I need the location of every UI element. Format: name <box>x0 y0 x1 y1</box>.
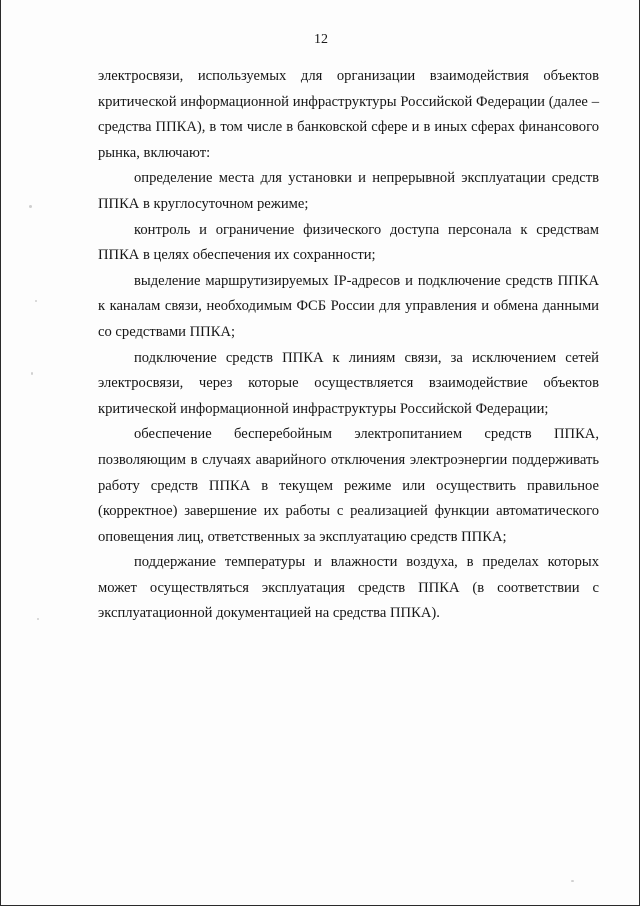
scan-artifact <box>29 205 32 208</box>
paragraph-access-control: контроль и ограничение физического доступа персонала к средствам ППКА в целях обеспечения их сохранности; <box>98 221 599 264</box>
document-body <box>98 64 599 627</box>
paragraph-intro-continuation: электросвязи, используемых для организации взаимодействия объектов критической информационной инфраструктуры Российской Федерации (далее – средства ППКА), в том числе в банковской сфере и в иных сферах финансового рынка, включают: <box>98 68 599 161</box>
paragraph-power-supply: обеспечение бесперебойным электропитанием средств ППКА, позволяющим в случаях аварийного отключения электроэнергии поддерживать работу средств ППКА в текущем режиме или осуществить правильное (корректное) завершение их работы с реализацией функции автоматического оповещения лиц, ответственных за эксплуатацию средств ППКА; <box>98 426 599 545</box>
paragraph-ip-addresses: выделение маршрутизируемых IP-адресов и подключение средств ППКА к каналам связи, необходимым ФСБ России для управления и обмена данными со средствами ППКА; <box>98 272 599 340</box>
scan-artifact <box>571 880 574 882</box>
page-number: 12 <box>314 32 328 47</box>
paragraph-communication-lines: подключение средств ППКА к линиям связи, за исключением сетей электросвязи, через которые осуществляется взаимодействие объектов критической информационной инфраструктуры Российской Федерации; <box>98 349 599 417</box>
scan-artifact <box>35 300 37 302</box>
paragraph-location: определение места для установки и непрерывной эксплуатации средств ППКА в круглосуточном режиме; <box>98 170 599 212</box>
scan-artifact <box>31 372 33 375</box>
paragraph-climate: поддержание температуры и влажности воздуха, в пределах которых может осуществляться эксплуатация средств ППКА (в соответствии с эксплуатационной документацией на средства ППКА). <box>98 554 599 622</box>
scan-artifact <box>37 618 39 620</box>
